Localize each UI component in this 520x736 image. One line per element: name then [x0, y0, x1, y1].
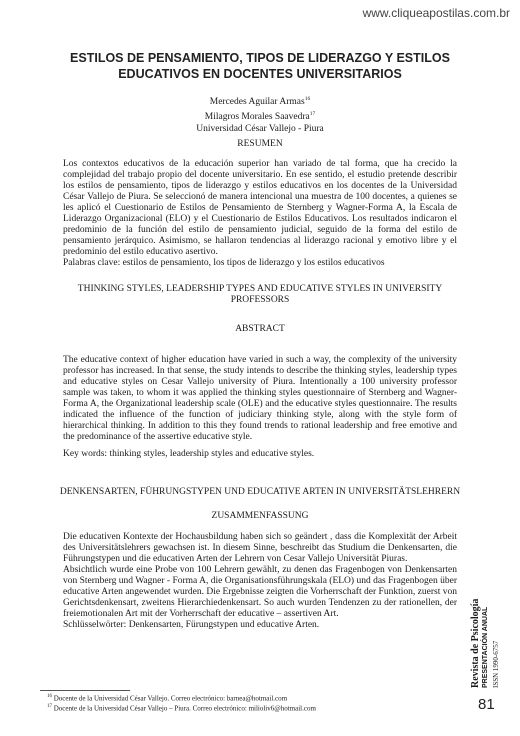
- english-title: [40, 284, 480, 306]
- article-title: [40, 50, 480, 82]
- site-watermark-url[interactable]: www.cliqueapostilas.com.br: [362, 6, 510, 20]
- zusammenfassung-body-1: Die educativen Kontexte der Hochausbildung haben sich so geändert , dass die Komplexität der Arbeit des Universitätslehrers gewachsen ist. In diesem Sinne, beschreibt das Studium die Denkensarten, die Führungstypen und die educativen Arten der Lehrern von Cesar Vallejo Universität Piuras.: [63, 532, 457, 564]
- footnote-1-mark: 16: [47, 694, 52, 699]
- footnote-divider: [40, 690, 130, 691]
- zusammenfassung-keywords: Schlüsselwörter: Denkensarten, Fürungstypen und educative Arten.: [63, 620, 320, 630]
- affiliation: Universidad César Vallejo - Piura: [196, 124, 324, 135]
- abstract-body: The educative context of higher education have varied in such a way, the complexity of the university professor has increased. In that sense, the study intends to describe the thinking styles, leadership types and educative styles on Cesar Vallejo university of Piura. Intentionally a 100 university professor sample was taken, to whom it was applied the thinking styles questionnaire of Sternberg and Wagner- Forma A, the Organizational leadership scale (OLE) and the educative styles questionnaire. The results indicated the influence of the function of judiciary thinking style, along with the style form of hierarchical thinking. In addition to this they found trends to rational leadership and free emotive and the predominance of the assertive educative style.: [63, 355, 457, 442]
- author-1: [120, 93, 400, 108]
- author-1-footnote-mark: 16: [304, 96, 311, 102]
- abstract-heading: ABSTRACT: [235, 324, 285, 334]
- journal-edition: PRESENTACIÓN ANUAL: [482, 606, 489, 688]
- author-block: [120, 93, 400, 135]
- page-number: 81: [478, 696, 495, 713]
- author-1-name: Mercedes Aguilar Armas: [209, 97, 305, 108]
- zusammenfassung-body-2: Absichtlich wurde eine Probe von 100 Lehrern gewählt, zu denen das Fragenbogen von Denkensarten von Sternberg und Wagner - Forma A, die Organisationsführungskala (ELO) und das Fragenbogen über educative Arten angewendet wurden. Die Ergebnisse zeigten die Vorherrschaft der Funktion, zuerst von Gerichtsdenkensart, zweitens Hierarchiedenkensart. So auch wurden Tendenzen zu der rationellen, der freiemotionalen Art mit der Vorherrschaft der educative – assertiven Art.: [63, 565, 457, 619]
- journal-issn: ISSN 1990-6757: [492, 640, 500, 688]
- journal-side-banner: [468, 572, 504, 690]
- english-title-line-1: THINKING STYLES, LEADERSHIP TYPES AND EDUCATIVE STYLES IN UNIVERSITY: [77, 284, 443, 294]
- zusammenfassung-heading: ZUSAMMENFASSUNG: [211, 511, 309, 521]
- zusammenfassung-section: [63, 532, 457, 631]
- german-title: DENKENSARTEN, FÜHRUNGSTYPEN UND EDUCATIVE ARTEN IN UNIVERSITÄTSLEHRERN: [59, 487, 461, 497]
- resumen-body: Los contextos educativos de la educación superior han variado de tal forma, que ha crecido la complejidad del trabajo propio del docente universitario. En ese sentido, el estudio pretende describir los estilos de pensamiento, tipos de liderazgo y estilos educativos en los docentes de la Universidad César Vallejo de Piura. Se seleccionó de manera intencional una muestra de 100 docentes, a quienes se les aplicó el Cuestionario de Estilos de Pensamiento de Sternberg y Wagner-Forma A, la Escala de Liderazgo Organizacional (ELO) y el Cuestionario de Estilos Educativos. Los resultados indicaron el predominio de la función del estilo de pensamiento judicial, seguido de la forma del estilo de pensamiento jerárquico. Asimismo, se hallaron tendencias al liderazgo racional y emotivo libre y el predominio del estilo educativo asertivo.: [63, 159, 457, 257]
- resumen-keywords: Palabras clave: estilos de pensamiento, los tipos de liderazgo y los estilos educativos: [63, 258, 385, 268]
- author-2-name: Milagros Morales Saavedra: [204, 112, 310, 123]
- footnote-2: [47, 702, 316, 713]
- author-2: [120, 108, 400, 123]
- english-title-line-2: PROFESSORS: [230, 295, 290, 305]
- footnote-2-text: Docente de la Universidad César Vallejo – Piura. Correo electrónico: milioliv6@hotmail.com: [53, 704, 316, 713]
- author-2-footnote-mark: 17: [309, 111, 316, 118]
- resumen-section: [63, 159, 457, 269]
- abstract-section: [63, 355, 457, 460]
- journal-name: Revista de Psicología: [470, 598, 481, 688]
- title-line-1: ESTILOS DE PENSAMIENTO, TIPOS DE LIDERAZGO Y ESTILOS: [70, 51, 450, 65]
- footnote-1-text: Docente de la Universidad César Vallejo. Correo electrónico: barnea@hotmail.com: [53, 694, 288, 703]
- abstract-keywords: Key words: thinking styles, leadership styles and educative styles.: [63, 449, 315, 459]
- resumen-heading: RESUMEN: [237, 139, 283, 149]
- title-line-2: EDUCATIVOS EN DOCENTES UNIVERSITARIOS: [118, 67, 402, 81]
- footnote-2-mark: 17: [47, 704, 52, 709]
